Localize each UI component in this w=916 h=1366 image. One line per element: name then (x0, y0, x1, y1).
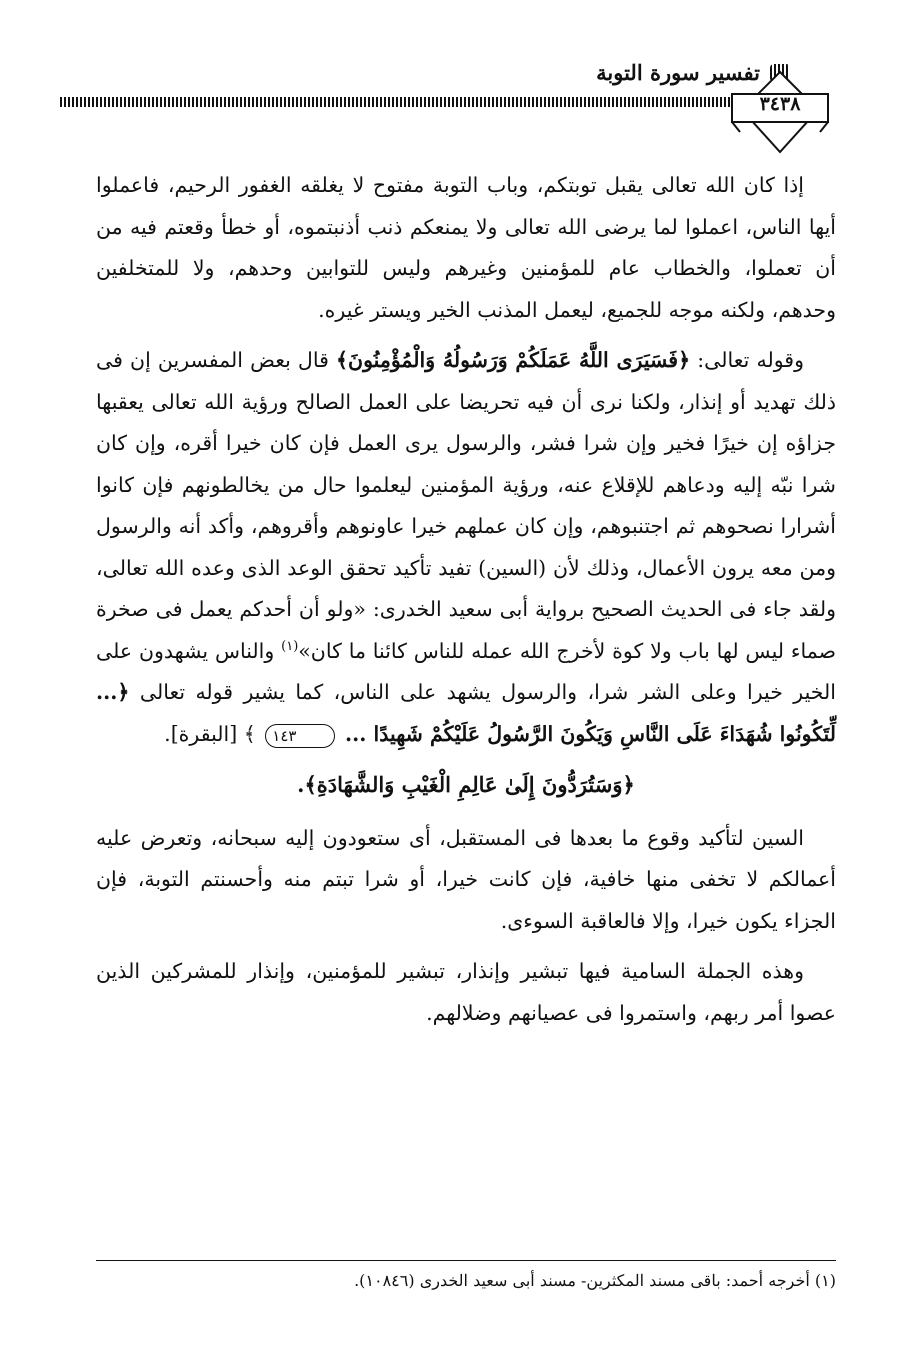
paragraph-1: إذا كان الله تعالى يقبل توبتكم، وباب التوبة مفتوح لا يغلقه الغفور الرحيم، فاعملوا أيها الناس، اعملوا لما يرضى الله تعالى ولا يمنعكم ذنب أذنبتموه، أو خطأ وقعتم فيه من أن تعملوا، والخطاب عام للمؤمنين وغيرهم وليس للتوابين وحدهم، ولا للمتخلفين وحدهم، ولكنه موجه للجميع، ليعمل المذنب الخير ويستر غيره. (96, 173, 836, 322)
p2-body: قال بعض المفسرين إن فى ذلك تهديد أو إنذار، ولكنا نرى أن فيه تحريضا على العمل الصالح ورؤية الله تعالى يعقبها جزاؤه إن خيرًا فخير وإن شرا فشر، والرسول يرى العمل فإن كان خيرا أقره، وإن كان شرا نبّه إليه ودعاهم للإقلاع عنه، ورؤية المؤمنين ليعلموا حال من يخالطونهم فإن كانوا أشرارا نصحوهم ثم اجتنبوهم، وإن كان عملهم خيرا عاونوهم وأقروهم، وأكد أنه والرسول ومن معه يرون الأعمال، وذلك لأن (السين) تفيد تأكيد تحقق الوعد الذى وعده الله تعالى، ولقد جاء فى الحديث الصحيح برواية أبى سعيد الخدرى: «ولو أن أحدكم يعمل فى صخرة صماء ليس لها باب ولا كوة لأخرج الله عمله للناس كائنا ما كان» (96, 348, 836, 663)
footnote-rule (96, 1260, 836, 1261)
running-title-text: تفسير سورة التوبة (596, 60, 760, 85)
p2-intro: وقوله تعالى: (697, 348, 804, 372)
footnote: (١) أخرجه أحمد: باقى مسند المكثرين- مسند أبى سعيد الخدرى (١٠٨٤٦). (354, 1271, 836, 1290)
paragraph-4: وهذه الجملة السامية فيها تبشير وإنذار، تبشير للمؤمنين، وإنذار للمشركين الذين عصوا أمر ربهم، واستمروا فى عصيانهم وضلالهم. (96, 959, 836, 1025)
page-number: ٣٤٣٨ (759, 93, 801, 115)
footnote-ref: (١) (281, 638, 299, 654)
header-rule (60, 97, 750, 107)
quran-verse-line: ﴿وَسَتُرَدُّونَ إِلَىٰ عَالِمِ الْغَيْبِ وَالشَّهَادَةِ﴾. (297, 772, 635, 797)
surah-ref: ﴾ [البقرة]. (164, 721, 256, 746)
body-text (96, 165, 836, 1043)
quran-verse: ﴿فَسَيَرَى اللَّهُ عَمَلَكُمْ وَرَسُولُهُ وَالْمُؤْمِنُونَ﴾ (336, 348, 691, 372)
page-header (60, 52, 860, 162)
p2-after: والناس يشهدون على الخير خيرا وعلى الشر شرا، والرسول يشهد على الناس، كما يشير قوله تعالى (96, 638, 836, 704)
quran-verse-baqara: ﴿... لِّتَكُونُوا شُهَدَاءَ عَلَى النَّاسِ وَيَكُونَ الرَّسُولُ عَلَيْكُمْ شَهِيدًا ... (96, 680, 836, 746)
page-number-badge (730, 70, 830, 155)
ayah-number: ١٤٣ (265, 724, 335, 748)
paragraph-3: السين لتأكيد وقوع ما بعدها فى المستقبل، أى ستعودون إليه سبحانه، وتعرض عليه أعمالكم لا تخفى منها خافية، فإن كانت خيرا، أو شرا تبتم منه وأحسنتم التوبة، فإن الجزاء يكون خيرا، وإلا فالعاقبة السوءى. (96, 825, 836, 933)
paragraph-2 (96, 340, 836, 755)
